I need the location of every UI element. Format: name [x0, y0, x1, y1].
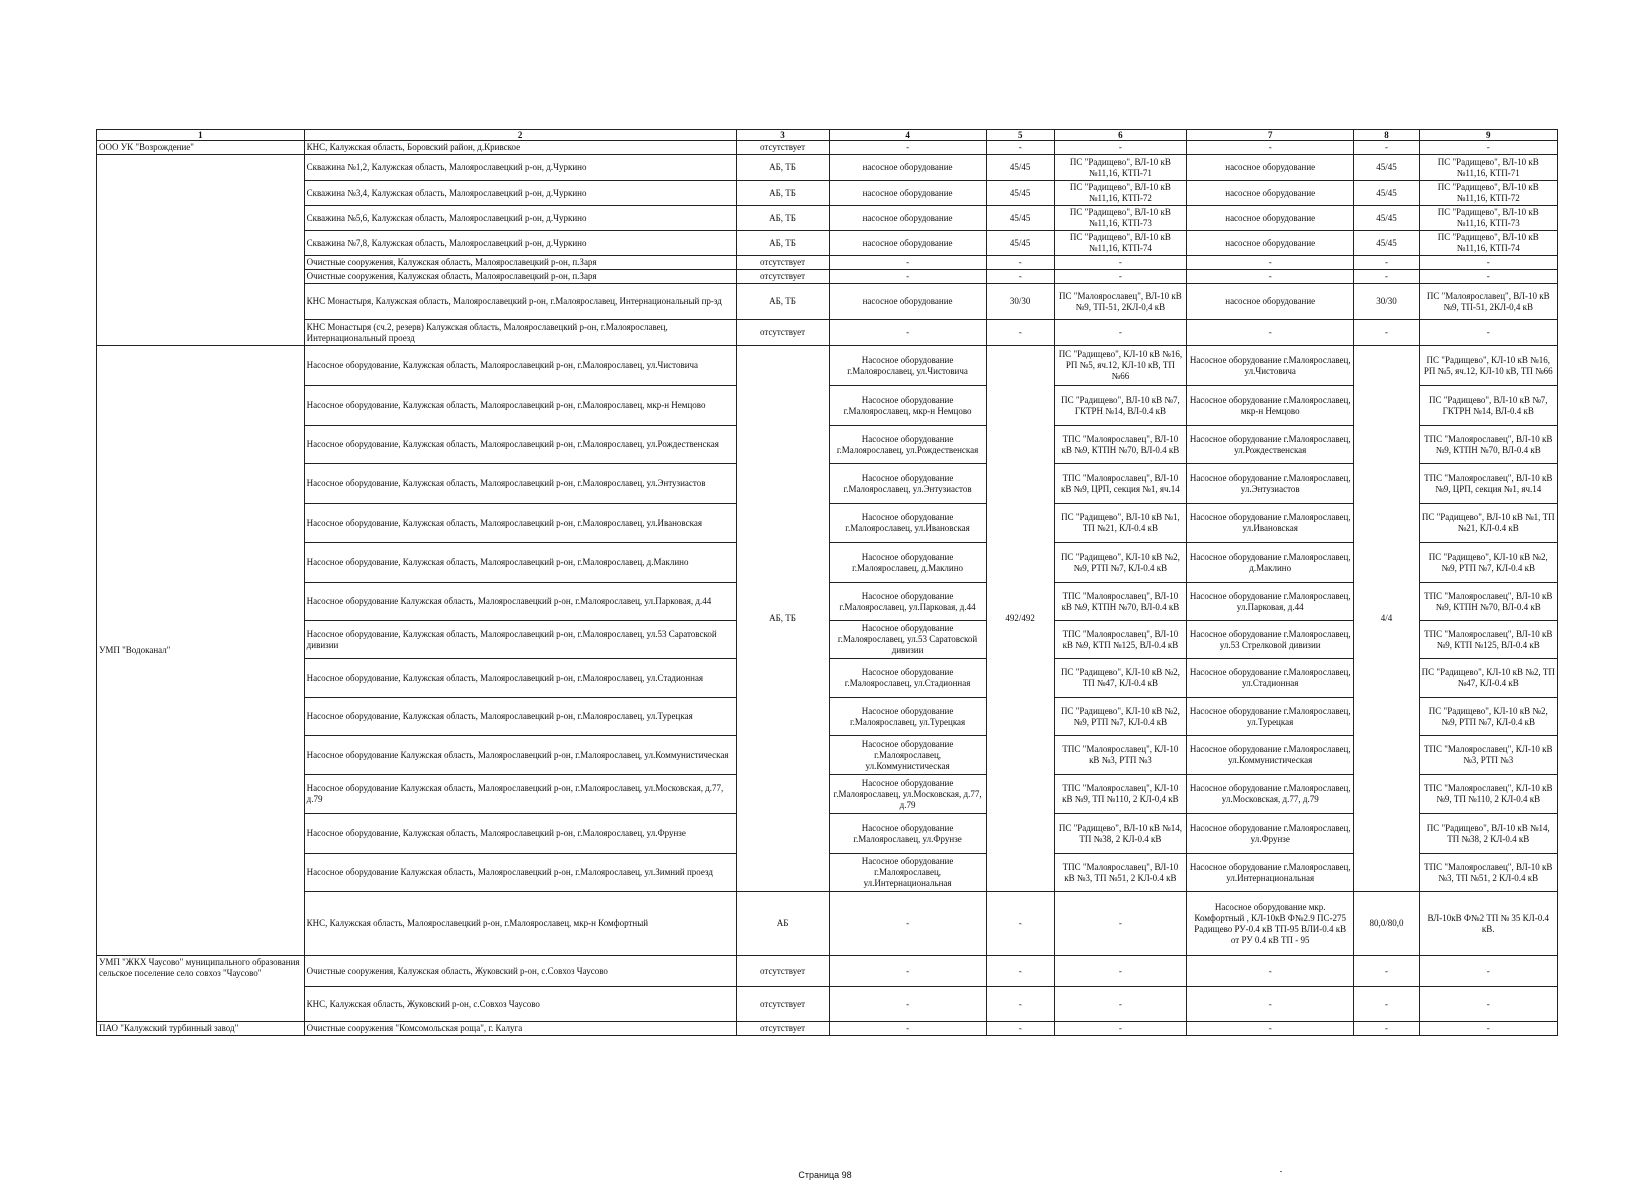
equipment-cell: - — [1187, 320, 1354, 346]
object-cell: Скважина №5,6, Калужская область, Малоярославецкий р-он, д.Чуркино — [304, 206, 736, 231]
power-source-cell: ПС "Радищево", КЛ-10 кВ №2, №9, РТП №7, КЛ-0.4 кВ — [1054, 543, 1186, 583]
equipment-cell: Насосное оборудование г.Малоярославец, ул.Московская, д.77, д.79 — [1187, 775, 1354, 814]
equipment-cell: Насосное оборудование г.Малоярославец, д.Маклино — [829, 543, 986, 583]
column-number: 6 — [1054, 130, 1186, 141]
capacity-cell: 80,0/80,0 — [1354, 892, 1419, 956]
reliability-category-cell: отсутствует — [736, 270, 829, 284]
table-row — [97, 1022, 1558, 1036]
equipment-cell: Насосное оборудование г.Малоярославец, ул.Ивановская — [1187, 504, 1354, 543]
reliability-category-cell: отсутствует — [736, 256, 829, 270]
power-source-cell: ТПС "Малоярославец", ВЛ-10 кВ №3, ТП №51, 2 КЛ-0.4 кВ — [1054, 854, 1186, 892]
equipment-cell: Насосное оборудование г.Малоярославец, ул.Коммунистическая — [829, 736, 986, 775]
power-source-cell: - — [1054, 256, 1186, 270]
reliability-category-cell: АБ, ТБ — [736, 206, 829, 231]
capacity-cell: 45/45 — [986, 181, 1054, 206]
power-source-cell: ПС "Радищево", ВЛ-10 кВ №11,16, КТП-72 — [1419, 181, 1558, 206]
power-source-cell: ТПС "Малоярославец", ВЛ-10 кВ №9, КТПН №70, ВЛ-0.4 кВ — [1419, 583, 1558, 621]
equipment-cell: - — [1187, 270, 1354, 284]
capacity-cell: - — [1354, 956, 1419, 987]
object-cell: КНС Монастыря, Калужская область, Малоярославецкий р-он, г.Малоярославец, Интернациональный пр-зд — [304, 284, 736, 320]
capacity-cell: - — [986, 956, 1054, 987]
table-row — [97, 141, 1558, 155]
power-source-cell: ПС "Радищево", ВЛ-10 кВ №7, ГКТРН №14, ВЛ-0.4 кВ — [1419, 386, 1558, 426]
power-source-cell: ПС "Радищево", КЛ-10 кВ №16, РП №5, яч.12, КЛ-10 кВ, ТП №66 — [1419, 346, 1558, 386]
equipment-cell: насосное оборудование — [1187, 231, 1354, 256]
power-source-cell: ВЛ-10кВ Ф№2 ТП № 35 КЛ-0.4 кВ. — [1419, 892, 1558, 956]
object-cell: Скважина №1,2, Калужская область, Малоярославецкий р-он, д.Чуркино — [304, 155, 736, 181]
power-source-cell: - — [1419, 987, 1558, 1022]
equipment-cell: насосное оборудование — [1187, 206, 1354, 231]
power-source-cell: ПС "Радищево", ВЛ-10 кВ №11,16, КТП-71 — [1419, 155, 1558, 181]
power-source-cell: - — [1054, 320, 1186, 346]
power-source-cell: - — [1054, 1022, 1186, 1036]
equipment-cell: Насосное оборудование г.Малоярославец, ул.Московская, д.77, д.79 — [829, 775, 986, 814]
object-cell: Насосное оборудование Калужская область, Малоярославецкий р-он, г.Малоярославец, ул.Парковая, д.44 — [304, 583, 736, 621]
document-table — [96, 129, 1558, 1036]
organization-cell — [97, 155, 305, 346]
equipment-cell: Насосное оборудование г.Малоярославец, ул.Ивановская — [829, 504, 986, 543]
equipment-cell: насосное оборудование — [829, 231, 986, 256]
object-cell: Насосное оборудование, Калужская область, Малоярославецкий р-он, г.Малоярославец, мкр-н Немцово — [304, 386, 736, 426]
table-row — [97, 987, 1558, 1022]
power-source-cell: ПС "Радищево", ВЛ-10 кВ №11,16, КТП-71 — [1054, 155, 1186, 181]
table-row — [97, 231, 1558, 256]
equipment-cell: - — [829, 892, 986, 956]
power-source-cell: ПС "Радищево", КЛ-10 кВ №2, ТП №47, КЛ-0.4 кВ — [1054, 659, 1186, 698]
capacity-cell: - — [986, 320, 1054, 346]
reliability-category-cell: АБ, ТБ — [736, 181, 829, 206]
power-source-cell: ПС "Радищево", КЛ-10 кВ №2, №9, РТП №7, КЛ-0.4 кВ — [1419, 698, 1558, 736]
reliability-category-cell: отсутствует — [736, 987, 829, 1022]
power-source-cell: - — [1054, 987, 1186, 1022]
capacity-cell: - — [986, 270, 1054, 284]
equipment-cell: Насосное оборудование г.Малоярославец, ул.Парковая, д.44 — [1187, 583, 1354, 621]
equipment-cell: Насосное оборудование г.Малоярославец, ул.Стадионная — [829, 659, 986, 698]
power-source-cell: ТПС "Малоярославец", ВЛ-10 кВ №3, ТП №51, 2 КЛ-0.4 кВ — [1419, 854, 1558, 892]
column-number: 8 — [1354, 130, 1419, 141]
power-source-cell: - — [1419, 270, 1558, 284]
power-source-cell: - — [1419, 320, 1558, 346]
equipment-cell: Насосное оборудование г.Малоярославец, ул.Турецкая — [829, 698, 986, 736]
equipment-cell: - — [829, 956, 986, 987]
reliability-category-cell: отсутствует — [736, 320, 829, 346]
capacity-cell: - — [1354, 141, 1419, 155]
power-source-cell: ПС "Радищево", ВЛ-10 кВ №11,16, КТП-73 — [1419, 206, 1558, 231]
object-cell: Очистные сооружения, Калужская область, Малоярославецкий р-он, п.Заря — [304, 256, 736, 270]
table-row — [97, 270, 1558, 284]
table-row — [97, 206, 1558, 231]
object-cell: Очистные сооружения, Калужская область, Жуковский р-он, с.Совхоз Чаусово — [304, 956, 736, 987]
table-row — [97, 320, 1558, 346]
equipment-cell: - — [829, 987, 986, 1022]
reliability-category-cell: отсутствует — [736, 141, 829, 155]
table-row — [97, 155, 1558, 181]
capacity-cell: - — [1354, 987, 1419, 1022]
power-source-cell: ТПС "Малоярославец", ВЛ-10 кВ №9, КТПН №70, ВЛ-0.4 кВ — [1054, 426, 1186, 464]
reliability-category-cell: отсутствует — [736, 1022, 829, 1036]
equipment-cell: насосное оборудование — [1187, 155, 1354, 181]
equipment-cell: Насосное оборудование г.Малоярославец, ул.Энтузиастов — [829, 464, 986, 504]
power-source-cell: - — [1054, 270, 1186, 284]
object-cell: Насосное оборудование, Калужская область, Малоярославецкий р-он, г.Малоярославец, ул.Стадионная — [304, 659, 736, 698]
equipment-cell: насосное оборудование — [829, 181, 986, 206]
power-source-cell: ПС "Радищево", КЛ-10 кВ №2, №9, РТП №7, КЛ-0.4 кВ — [1054, 698, 1186, 736]
capacity-cell: 4/4 — [1354, 346, 1419, 892]
object-cell: Очистные сооружения "Комсомольская роща", г. Калуга — [304, 1022, 736, 1036]
object-cell: Насосное оборудование, Калужская область, Малоярославецкий р-он, г.Малоярославец, ул.Турецкая — [304, 698, 736, 736]
power-source-cell: ПС "Радищево", ВЛ-10 кВ №1, ТП №21, КЛ-0.4 кВ — [1054, 504, 1186, 543]
equipment-cell: - — [1187, 987, 1354, 1022]
equipment-cell: - — [829, 141, 986, 155]
object-cell: Очистные сооружения, Калужская область, Малоярославецкий р-он, п.Заря — [304, 270, 736, 284]
object-cell: Насосное оборудование Калужская область, Малоярославецкий р-он, г.Малоярославец, ул.Коммунистическая — [304, 736, 736, 775]
reliability-category-cell: АБ, ТБ — [736, 231, 829, 256]
equipment-cell: Насосное оборудование г.Малоярославец, ул.Фрунзе — [829, 814, 986, 854]
equipment-cell: Насосное оборудование г.Малоярославец, ул.Фрунзе — [1187, 814, 1354, 854]
equipment-cell: Насосное оборудование г.Малоярославец, ул.Рождественская — [1187, 426, 1354, 464]
power-source-cell: ТПС "Малоярославец", КЛ-10 кВ №3, РТП №3 — [1054, 736, 1186, 775]
capacity-cell: 30/30 — [1354, 284, 1419, 320]
capacity-cell: - — [986, 892, 1054, 956]
reliability-category-cell: АБ — [736, 892, 829, 956]
column-number: 9 — [1419, 130, 1558, 141]
object-cell: КНС, Калужская область, Жуковский р-он, с.Совхоз Чаусово — [304, 987, 736, 1022]
equipment-cell: Насосное оборудование г.Малоярославец, ул.Интернациональная — [1187, 854, 1354, 892]
column-number: 5 — [986, 130, 1054, 141]
equipment-cell: насосное оборудование — [829, 155, 986, 181]
power-source-cell: - — [1419, 956, 1558, 987]
header-row — [97, 130, 1558, 141]
equipment-cell: - — [829, 1022, 986, 1036]
capacity-cell: - — [1354, 320, 1419, 346]
power-source-cell: ТПС "Малоярославец", КЛ-10 кВ №9, ТП №110, 2 КЛ-0.4 кВ — [1419, 775, 1558, 814]
power-source-cell: ТПС "Малоярославец", ВЛ-10 кВ №9, КТПН №70, ВЛ-0.4 кВ — [1054, 583, 1186, 621]
equipment-cell: Насосное оборудование г.Малоярославец, ул.Турецкая — [1187, 698, 1354, 736]
equipment-cell: - — [829, 270, 986, 284]
capacity-cell: 45/45 — [986, 206, 1054, 231]
capacity-cell: 45/45 — [1354, 231, 1419, 256]
equipment-cell: - — [1187, 256, 1354, 270]
column-number: 7 — [1187, 130, 1354, 141]
capacity-cell: - — [986, 256, 1054, 270]
capacity-cell: 492/492 — [986, 346, 1054, 892]
column-number: 4 — [829, 130, 986, 141]
equipment-cell: насосное оборудование — [1187, 181, 1354, 206]
object-cell: Насосное оборудование, Калужская область, Малоярославецкий р-он, г.Малоярославец, ул.Энтузиастов — [304, 464, 736, 504]
capacity-cell: 30/30 — [986, 284, 1054, 320]
power-source-cell: - — [1054, 956, 1186, 987]
object-cell: Насосное оборудование, Калужская область, Малоярославецкий р-он, г.Малоярославец, ул.Рождественская — [304, 426, 736, 464]
object-cell: Скважина №7,8, Калужская область, Малоярославецкий р-он, д.Чуркино — [304, 231, 736, 256]
table-row — [97, 284, 1558, 320]
equipment-cell: Насосное оборудование г.Малоярославец, д.Маклино — [1187, 543, 1354, 583]
equipment-cell: Насосное оборудование г.Малоярославец, ул.Энтузиастов — [1187, 464, 1354, 504]
equipment-cell: Насосное оборудование г.Малоярославец, ул.Чистовича — [1187, 346, 1354, 386]
object-cell: КНС Монастыря (сч.2, резерв) Калужская область, Малоярославецкий р-он, г.Малоярославец, Интернациональный проезд — [304, 320, 736, 346]
equipment-cell: Насосное оборудование г.Малоярославец, ул.Коммунистическая — [1187, 736, 1354, 775]
capacity-cell: - — [986, 1022, 1054, 1036]
equipment-cell: Насосное оборудование г.Малоярославец, ул.Стадионная — [1187, 659, 1354, 698]
column-number: 2 — [304, 130, 736, 141]
power-source-cell: - — [1419, 256, 1558, 270]
organization-cell: УМП "Водоканал" — [97, 346, 305, 956]
table-body — [97, 130, 1558, 1036]
reliability-category-cell: отсутствует — [736, 956, 829, 987]
capacity-cell: 45/45 — [1354, 206, 1419, 231]
power-source-cell: ПС "Радищево", ВЛ-10 кВ №1, ТП №21, КЛ-0.4 кВ — [1419, 504, 1558, 543]
power-source-cell: ПС "Радищево", ВЛ-10 кВ №7, ГКТРН №14, ВЛ-0.4 кВ — [1054, 386, 1186, 426]
table-row — [97, 181, 1558, 206]
power-source-cell: ПС "Радищево", КЛ-10 кВ №16, РП №5, яч.12, КЛ-10 кВ, ТП №66 — [1054, 346, 1186, 386]
equipment-cell: Насосное оборудование г.Малоярославец, ул.Чистовича — [829, 346, 986, 386]
power-source-cell: ПС "Радищево", ВЛ-10 кВ №11,16, КТП-72 — [1054, 181, 1186, 206]
equipment-cell: - — [1187, 1022, 1354, 1036]
equipment-cell: насосное оборудование — [829, 206, 986, 231]
capacity-cell: 45/45 — [986, 231, 1054, 256]
reliability-category-cell: АБ, ТБ — [736, 155, 829, 181]
power-source-cell: ТПС "Малоярославец", ВЛ-10 кВ №9, КТП №125, ВЛ-0.4 кВ — [1054, 621, 1186, 659]
power-source-cell: ПС "Радищево", ВЛ-10 кВ №14, ТП №38, 2 КЛ-0.4 кВ — [1054, 814, 1186, 854]
equipment-cell: - — [829, 320, 986, 346]
object-cell: Насосное оборудование Калужская область, Малоярославецкий р-он, г.Малоярославец, ул.Зимний проезд — [304, 854, 736, 892]
power-source-cell: ПС "Радищево", ВЛ-10 кВ №11,16, КТП-73 — [1054, 206, 1186, 231]
capacity-cell: - — [986, 141, 1054, 155]
equipment-cell: Насосное оборудование г.Малоярославец, ул.Рождественская — [829, 426, 986, 464]
capacity-cell: 45/45 — [986, 155, 1054, 181]
power-source-cell: - — [1419, 1022, 1558, 1036]
object-cell: Насосное оборудование, Калужская область, Малоярославецкий р-он, г.Малоярославец, ул.53 Саратовской дивизии — [304, 621, 736, 659]
power-source-cell: ТПС "Малоярославец", ВЛ-10 кВ №9, КТП №125, ВЛ-0.4 кВ — [1419, 621, 1558, 659]
object-cell: КНС, Калужская область, Малоярославецкий р-он, г.Малоярославец, мкр-н Комфортный — [304, 892, 736, 956]
equipment-cell: Насосное оборудование г.Малоярославец, ул.Парковая, д.44 — [829, 583, 986, 621]
table-row — [97, 892, 1558, 956]
object-cell: Насосное оборудование, Калужская область, Малоярославецкий р-он, г.Малоярославец, ул.Фрунзе — [304, 814, 736, 854]
object-cell: КНС, Калужская область, Боровский район, д.Кривское — [304, 141, 736, 155]
capacity-cell: - — [1354, 256, 1419, 270]
capacity-cell: - — [986, 987, 1054, 1022]
equipment-cell: Насосное оборудование г.Малоярославец, мкр-н Немцово — [1187, 386, 1354, 426]
object-cell: Насосное оборудование Калужская область, Малоярославецкий р-он, г.Малоярославец, ул.Московская, д.77, д.79 — [304, 775, 736, 814]
capacity-cell: - — [1354, 1022, 1419, 1036]
power-source-cell: ПС "Радищево", КЛ-10 кВ №2, ТП №47, КЛ-0.4 кВ — [1419, 659, 1558, 698]
equipment-cell: насосное оборудование — [1187, 284, 1354, 320]
power-source-cell: ТПС "Малоярославец", ВЛ-10 кВ №9, ЦРП, секция №1, яч.14 — [1054, 464, 1186, 504]
equipment-cell: - — [1187, 956, 1354, 987]
capacity-cell: 45/45 — [1354, 155, 1419, 181]
reliability-category-cell: АБ, ТБ — [736, 284, 829, 320]
equipment-cell: Насосное оборудование г.Малоярославец, ул.53 Саратовской дивизии — [829, 621, 986, 659]
column-number: 1 — [97, 130, 305, 141]
object-cell: Насосное оборудование, Калужская область, Малоярославецкий р-он, г.Малоярославец, ул.Чистовича — [304, 346, 736, 386]
power-source-cell: ТПС "Малоярославец", КЛ-10 кВ №3, РТП №3 — [1419, 736, 1558, 775]
table-row — [97, 346, 1558, 386]
equipment-cell: - — [1187, 141, 1354, 155]
object-cell: Скважина №3,4, Калужская область, Малоярославецкий р-он, д.Чуркино — [304, 181, 736, 206]
power-source-cell: ТПС "Малоярославец", КЛ-10 кВ №9, ТП №110, 2 КЛ-0,4 кВ — [1054, 775, 1186, 814]
capacity-cell: 45/45 — [1354, 181, 1419, 206]
organization-cell: ПАО "Калужский турбинный завод" — [97, 1022, 305, 1036]
power-source-cell: ТПС "Малоярославец", ВЛ-10 кВ №9, ЦРП, секция №1, яч.14 — [1419, 464, 1558, 504]
page-number: Страница 98 — [798, 1170, 852, 1180]
scan-speck — [1280, 1171, 1282, 1172]
organization-cell: ООО УК "Возрождение" — [97, 141, 305, 155]
power-source-cell: ПС "Радищево", ВЛ-10 кВ №11,16, КТП-74 — [1419, 231, 1558, 256]
equipment-cell: насосное оборудование — [829, 284, 986, 320]
power-source-cell: ПС "Радищево", ВЛ-10 кВ №11,16, КТП-74 — [1054, 231, 1186, 256]
power-source-cell: ПС "Малоярославец", ВЛ-10 кВ №9, ТП-51, 2КЛ-0,4 кВ — [1419, 284, 1558, 320]
object-cell: Насосное оборудование, Калужская область, Малоярославецкий р-он, г.Малоярославец, ул.Ивановская — [304, 504, 736, 543]
power-source-cell: ТПС "Малоярославец", ВЛ-10 кВ №9, КТПН №70, ВЛ-0.4 кВ — [1419, 426, 1558, 464]
equipment-cell: Насосное оборудование г.Малоярославец, мкр-н Немцово — [829, 386, 986, 426]
organization-cell: УМП "ЖКХ Чаусово" муниципального образования сельское поселение село совхоз "Чаусово" — [97, 956, 305, 1022]
power-source-cell: ПС "Радищево", КЛ-10 кВ №2, №9, РТП №7, КЛ-0.4 кВ — [1419, 543, 1558, 583]
power-source-cell: ПС "Малоярославец", ВЛ-10 кВ №9, ТП-51, 2КЛ-0,4 кВ — [1054, 284, 1186, 320]
power-source-cell: - — [1054, 892, 1186, 956]
power-source-cell: ПС "Радищево", ВЛ-10 кВ №14, ТП №38, 2 КЛ-0.4 кВ — [1419, 814, 1558, 854]
power-source-cell: - — [1054, 141, 1186, 155]
column-number: 3 — [736, 130, 829, 141]
table-row — [97, 956, 1558, 987]
equipment-cell: Насосное оборудование г.Малоярославец, ул.Интернациональная — [829, 854, 986, 892]
capacity-cell: - — [1354, 270, 1419, 284]
power-source-cell: - — [1419, 141, 1558, 155]
equipment-cell: Насосное оборудование г.Малоярославец, ул.53 Стрелковой дивизии — [1187, 621, 1354, 659]
reliability-category-cell: АБ, ТБ — [736, 346, 829, 892]
equipment-cell: Насосное оборудование мкр. Комфортный , КЛ-10кВ Ф№2.9 ПС-275 Радищево РУ-0.4 кВ ТП-95 ВЛИ-0.4 кВ от РУ 0.4 кВ ТП - 95 — [1187, 892, 1354, 956]
equipment-cell: - — [829, 256, 986, 270]
object-cell: Насосное оборудование, Калужская область, Малоярославецкий р-он, г.Малоярославец, д.Маклино — [304, 543, 736, 583]
table-row — [97, 256, 1558, 270]
